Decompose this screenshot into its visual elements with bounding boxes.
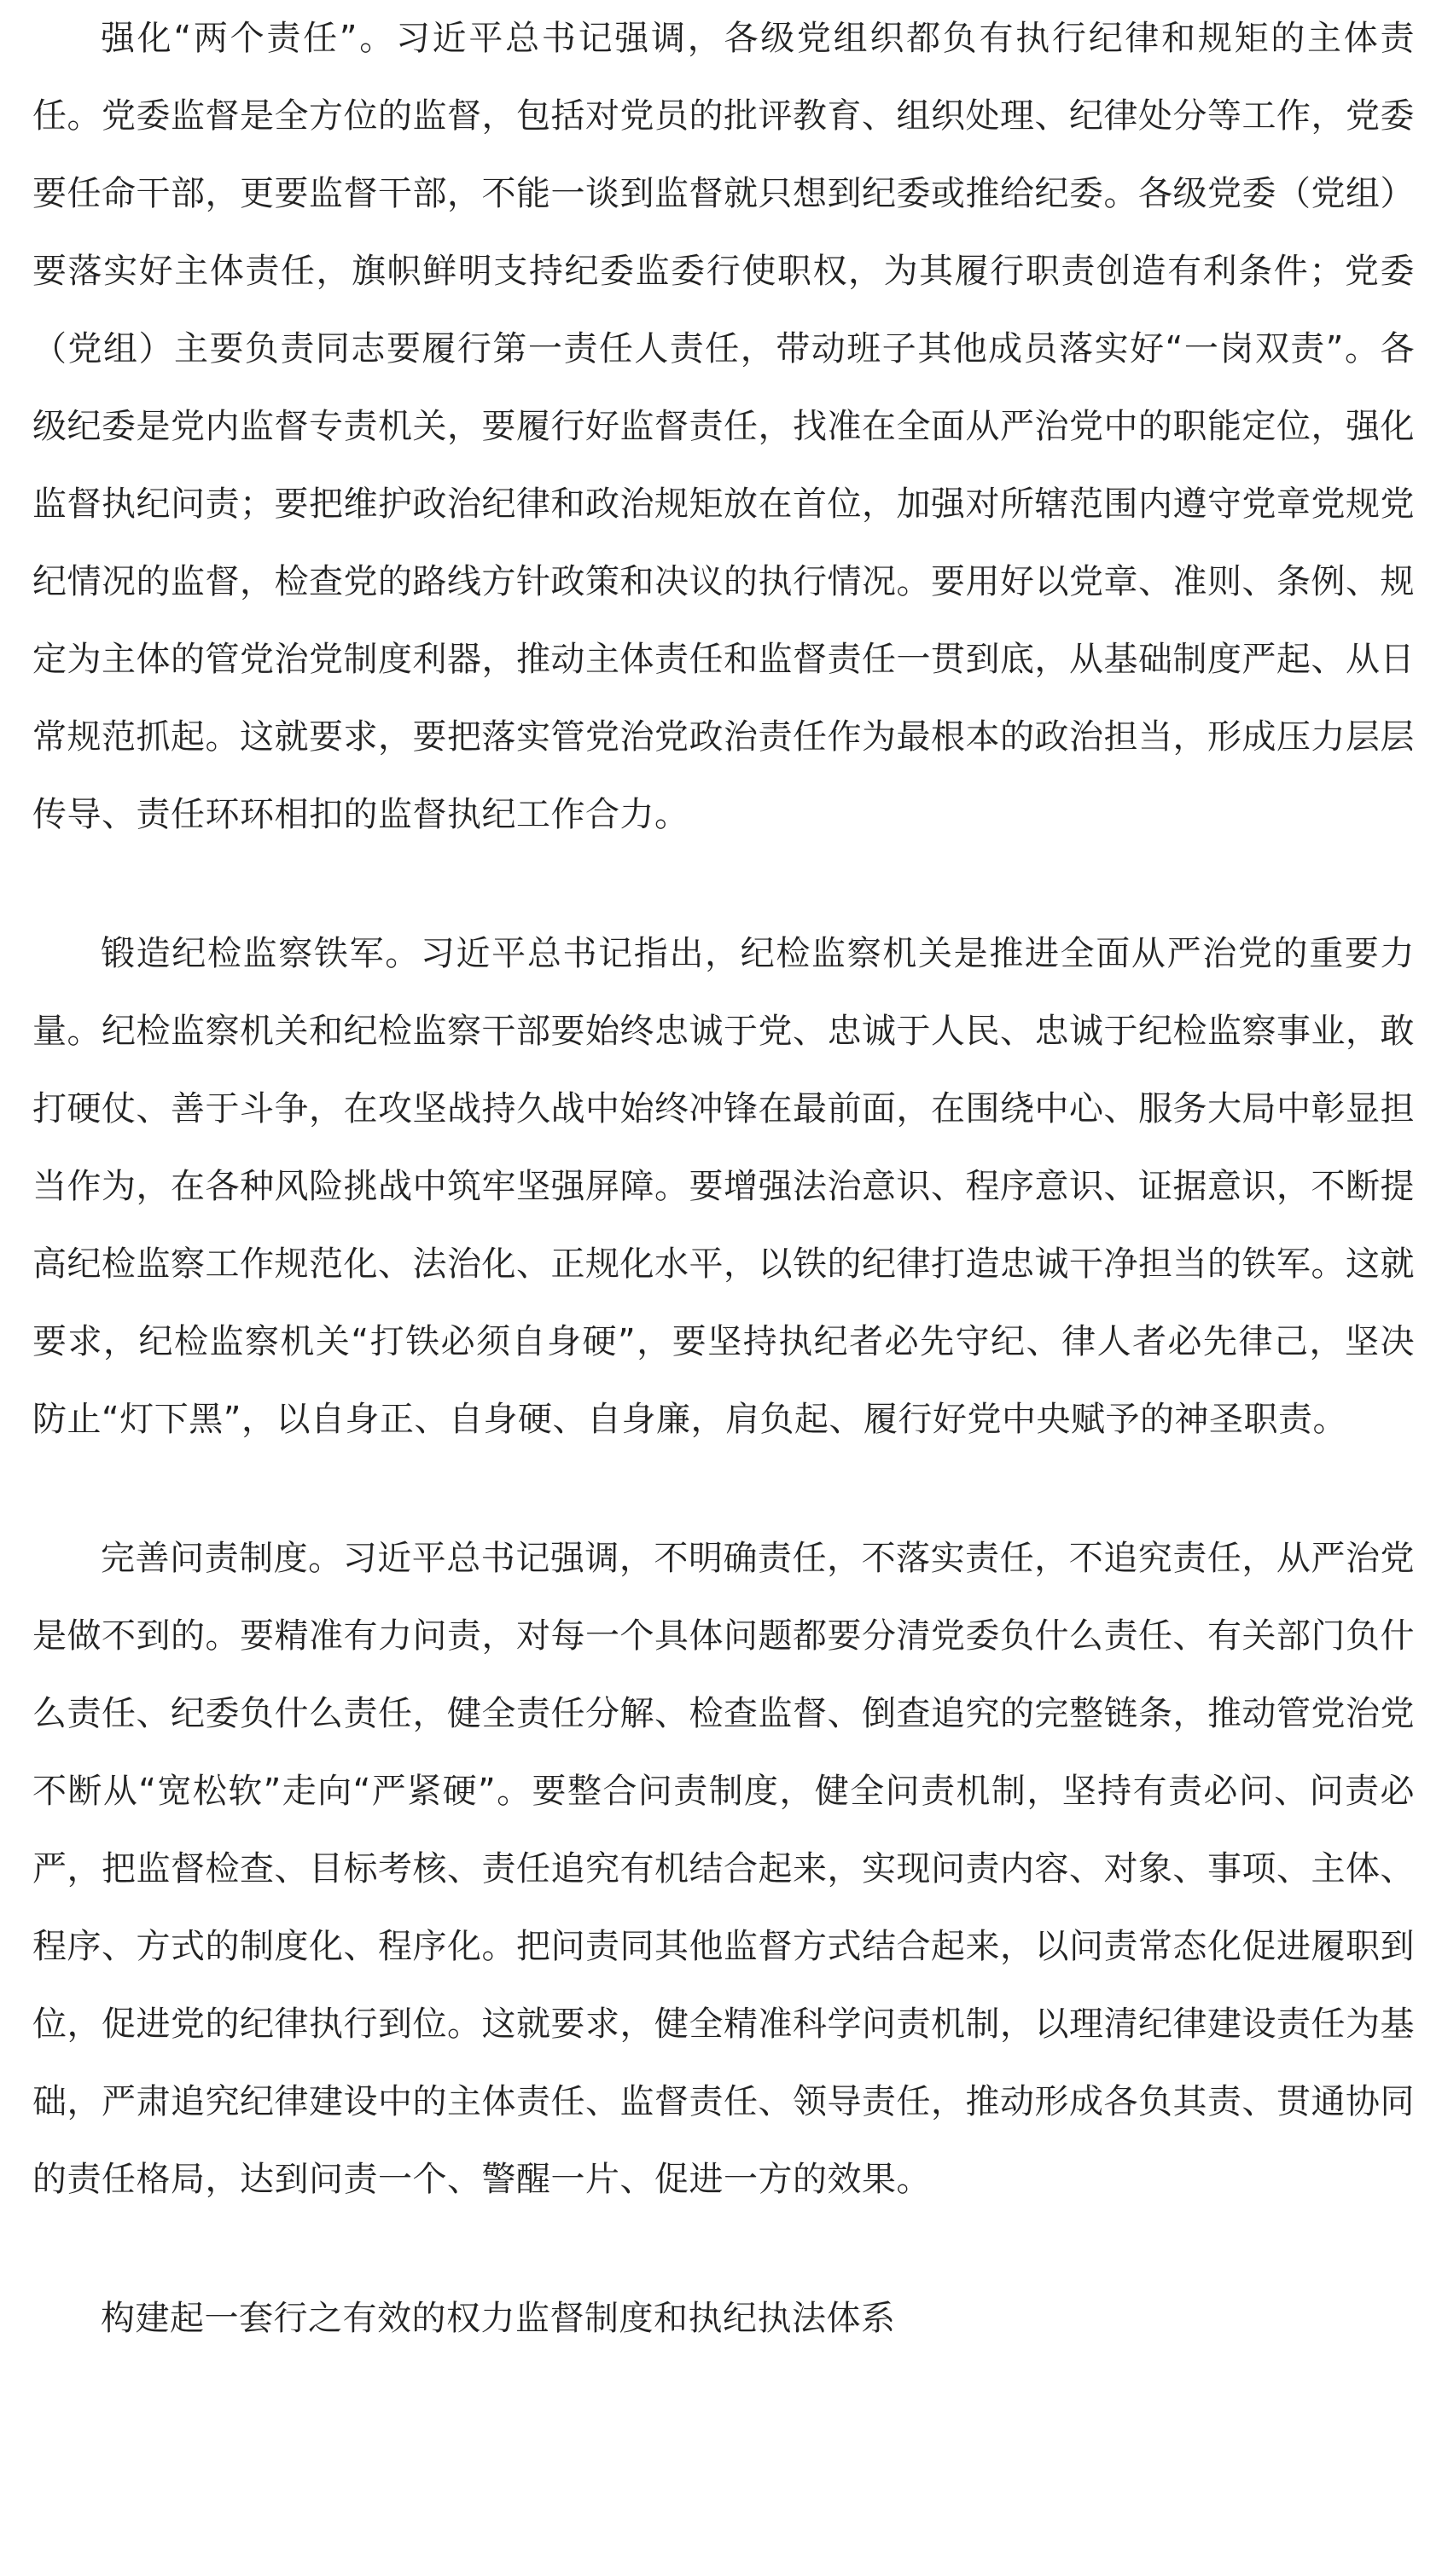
article-body bbox=[32, 0, 1415, 2358]
paragraph-supervision-system: 构建起一套行之有效的权力监督制度和执纪执法体系 bbox=[101, 2299, 896, 2338]
paragraph-discipline-inspection-team: 锻造纪检监察铁军。习近平总书记指出，纪检监察机关是推进全面从严治党的重要力量。纪检监察机关和纪检监察干部要始终忠诚于党、忠诚于人民、忠诚于纪检监察事业，敢打硬仗、善于斗争，在攻坚战持久战中始终冲锋在最前面，在围绕中心、服务大局中彰显担当作为，在各种风险挑战中筑牢坚强屏障。要增强法治意识、程序意识、证据意识，不断提高纪检监察工作规范化、法治化、正规化水平，以铁的纪律打造忠诚干净担当的铁军。这就要求，纪检监察机关“打铁必须自身硬”，要坚持执纪者必先守纪、律人者必先律己，坚决防止“灯下黑”，以自身正、自身硬、自身廉，肩负起、履行好党中央赋予的神圣职责。 bbox=[32, 934, 1415, 1439]
paragraph-accountability-system: 完善问责制度。习近平总书记强调，不明确责任，不落实责任，不追究责任，从严治党是做不到的。要精准有力问责，对每一个具体问题都要分清党委负什么责任、有关部门负什么责任、纪委负什么责任，健全责任分解、检查监督、倒查追究的完整链条，推动管党治党不断从“宽松软”走向“严紧硬”。要整合问责制度，健全问责机制，坚持有责必问、问责必严，把监督检查、目标考核、责任追究有机结合起来，实现问责内容、对象、事项、主体、程序、方式的制度化、程序化。把问责同其他监督方式结合起来，以问责常态化促进履职到位，促进党的纪律执行到位。这就要求，健全精准科学问责机制，以理清纪律建设责任为基础，严肃追究纪律建设中的主体责任、监督责任、领导责任，推动形成各负其责、贯通协同的责任格局，达到问责一个、警醒一片、促进一方的效果。 bbox=[32, 1539, 1415, 2199]
paragraph-two-responsibilities: 强化“两个责任”。习近平总书记强调，各级党组织都负有执行纪律和规矩的主体责任。党委监督是全方位的监督，包括对党员的批评教育、组织处理、纪律处分等工作，党委要任命干部，更要监督干部，不能一谈到监督就只想到纪委或推给纪委。各级党委（党组）要落实好主体责任，旗帜鲜明支持纪委监委行使职权，为其履行职责创造有利条件；党委（党组）主要负责同志要履行第一责任人责任，带动班子其他成员落实好“一岗双责”。各级纪委是党内监督专责机关，要履行好监督责任，找准在全面从严治党中的职能定位，强化监督执纪问责；要把维护政治纪律和政治规矩放在首位，加强对所辖范围内遵守党章党规党纪情况的监督，检查党的路线方针政策和决议的执行情况。要用好以党章、准则、条例、规定为主体的管党治党制度利器，推动主体责任和监督责任一贯到底，从基础制度严起、从日常规范抓起。这就要求，要把落实管党治党政治责任作为最根本的政治担当，形成压力层层传导、责任环环相扣的监督执纪工作合力。 bbox=[32, 19, 1415, 834]
